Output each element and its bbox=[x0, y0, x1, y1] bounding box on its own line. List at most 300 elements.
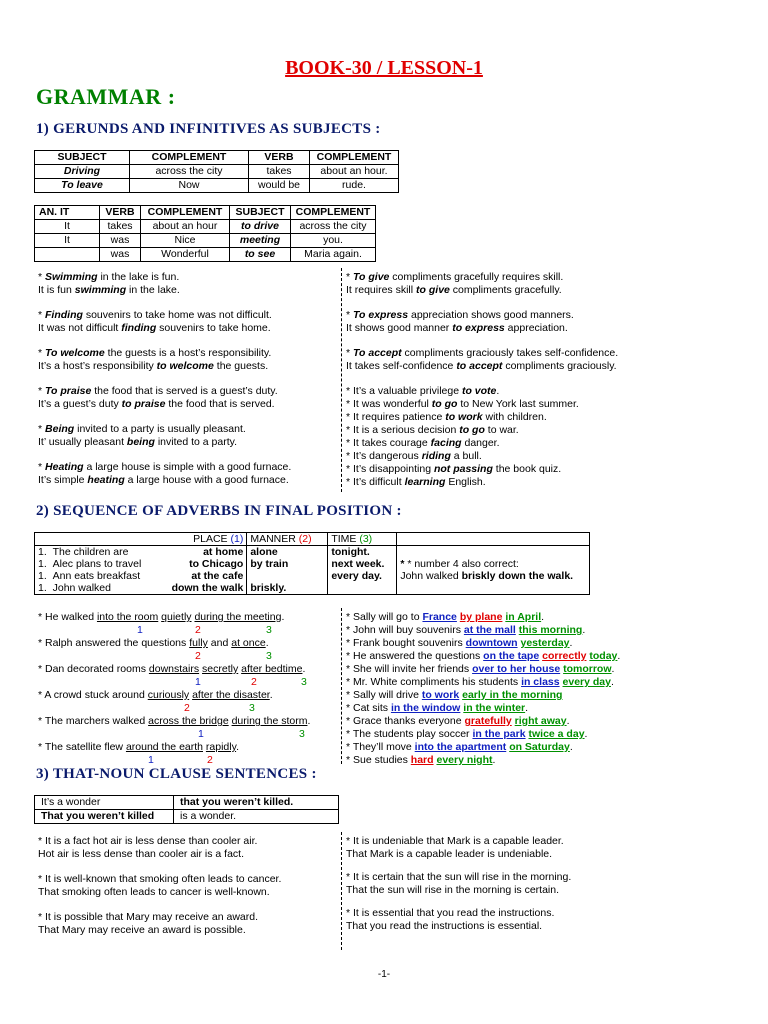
text-span: to express bbox=[452, 322, 505, 334]
table-cell: briskly. bbox=[247, 582, 328, 595]
position-number: 2 bbox=[207, 754, 213, 766]
text-span: on Saturday bbox=[509, 741, 570, 753]
example-sentence: * It is undeniable that Mark is a capable leader. bbox=[346, 835, 564, 847]
example-sentence bbox=[38, 284, 291, 297]
table-cell: across the city bbox=[291, 220, 376, 234]
text-span: every day bbox=[562, 676, 611, 688]
text-span: rapidly bbox=[205, 741, 237, 753]
example-sentence bbox=[346, 424, 618, 437]
text-span: on the tape bbox=[483, 650, 540, 662]
table-cell: 1. John walked bbox=[35, 582, 145, 595]
column-header: COMPLEMENT bbox=[130, 151, 249, 165]
spacer bbox=[346, 297, 618, 309]
text-span: around the earth bbox=[125, 741, 203, 753]
text-span: * Cat sits bbox=[346, 702, 391, 714]
text-span: It takes self-confidence bbox=[346, 360, 457, 372]
table-cell: rude. bbox=[310, 179, 399, 193]
position-number: 3 bbox=[301, 676, 307, 688]
example-sentence bbox=[346, 385, 618, 398]
text-span: . bbox=[569, 637, 573, 649]
spacer bbox=[38, 449, 291, 461]
text-span: a large house is simple with a good furnace. bbox=[83, 461, 292, 473]
text-span: compliments graciously. bbox=[502, 360, 617, 372]
text-span: the guests is a host’s responsibility. bbox=[104, 347, 272, 359]
example-sentence bbox=[346, 463, 618, 476]
example-sentence bbox=[346, 398, 618, 411]
text-span: * bbox=[346, 309, 354, 321]
text-span: * bbox=[38, 461, 46, 473]
table-cell: That you weren’t killed bbox=[35, 810, 174, 824]
text-span: Finding bbox=[45, 309, 83, 321]
table-cell: is a wonder. bbox=[174, 810, 339, 824]
table-cell: tonight. bbox=[328, 546, 397, 559]
example-sentence bbox=[346, 476, 618, 489]
text-span: to go bbox=[459, 424, 485, 436]
text-span: and bbox=[207, 637, 232, 649]
position-number: 1 bbox=[195, 676, 201, 688]
spacer bbox=[38, 899, 281, 911]
table-cell: next week. bbox=[328, 558, 397, 570]
example-sentence bbox=[346, 624, 620, 637]
example-sentence bbox=[38, 689, 310, 702]
position-number: 2 bbox=[195, 624, 201, 636]
table-cell: 1. The children are bbox=[35, 546, 145, 559]
example-sentence bbox=[346, 271, 618, 284]
example-sentence: * It is well-known that smoking often leads to cancer. bbox=[38, 873, 282, 885]
text-span: It’ usually pleasant bbox=[38, 436, 127, 448]
text-span: finding bbox=[121, 322, 157, 334]
position-number: 3 bbox=[299, 728, 305, 740]
text-span: the food that is served is a guest’s duty. bbox=[91, 385, 278, 397]
text-span: over to her house bbox=[472, 663, 561, 675]
table-cell: was bbox=[100, 248, 141, 262]
text-span: . bbox=[307, 715, 311, 727]
text-span: * Grace thanks everyone bbox=[346, 715, 465, 727]
text-span: . bbox=[236, 741, 239, 753]
text-span: to accept bbox=[456, 360, 503, 372]
column-header: COMPLEMENT bbox=[291, 206, 376, 220]
table-cell: alone bbox=[247, 546, 328, 559]
example-sentence bbox=[346, 741, 620, 754]
table-cell: It’s a wonder bbox=[35, 796, 174, 810]
table-row bbox=[35, 810, 339, 824]
table-cell: by train bbox=[247, 558, 328, 570]
text-span: * bbox=[346, 271, 354, 283]
text-span: . bbox=[541, 611, 545, 623]
text-span: to go bbox=[431, 398, 458, 410]
example-sentence bbox=[38, 637, 310, 650]
position-number: 3 bbox=[249, 702, 255, 714]
table-cell bbox=[397, 582, 590, 595]
table-cell: Driving bbox=[35, 165, 130, 179]
table-cell: 1. Ann eats breakfast bbox=[35, 570, 145, 582]
column-header: SUBJECT bbox=[230, 206, 291, 220]
text-span: the book quiz. bbox=[492, 463, 562, 475]
gerund-examples-right bbox=[346, 271, 618, 489]
text-span: * Sally will drive bbox=[346, 689, 422, 701]
text-span: facing bbox=[430, 437, 462, 449]
table-row bbox=[35, 558, 590, 570]
table-cell: Wonderful bbox=[141, 248, 230, 262]
position-number: 2 bbox=[195, 650, 201, 662]
section-2-heading: 2) SEQUENCE OF ADVERBS IN FINAL POSITION : bbox=[36, 503, 402, 519]
example-sentence: * It is certain that the sun will rise in the morning. bbox=[346, 871, 572, 883]
text-span: * He walked bbox=[38, 611, 97, 623]
text-span: . bbox=[569, 741, 573, 753]
text-span: a large house with a good furnace. bbox=[124, 474, 289, 486]
text-span: * bbox=[38, 347, 46, 359]
position-numbers bbox=[38, 676, 310, 689]
example-sentence bbox=[346, 360, 618, 373]
text-span: It’s a guest’s duty bbox=[38, 398, 122, 410]
note-text: John walked bbox=[400, 570, 462, 582]
example-sentence bbox=[38, 436, 291, 449]
text-span: * It was wonderful bbox=[346, 398, 432, 410]
example-sentence bbox=[346, 754, 620, 767]
position-numbers bbox=[38, 624, 310, 637]
text-span: . bbox=[302, 663, 306, 675]
text-span: to vote bbox=[461, 385, 497, 397]
example-sentence: * It is possible that Mary may receive an award. bbox=[38, 911, 259, 923]
text-span: . bbox=[281, 611, 285, 623]
text-span: in the lake. bbox=[126, 284, 180, 296]
example-sentence bbox=[38, 461, 291, 474]
note-line-1: * * number 4 also correct: bbox=[397, 558, 590, 570]
gerund-table-1 bbox=[34, 150, 399, 193]
example-sentence bbox=[38, 360, 291, 373]
table-cell: It bbox=[35, 234, 100, 248]
text-span: * The satellite flew bbox=[38, 741, 126, 753]
table-row bbox=[35, 220, 376, 234]
example-sentence bbox=[346, 689, 620, 702]
text-span: * It’s a valuable privilege bbox=[346, 385, 462, 397]
text-span: in class bbox=[521, 676, 560, 688]
table-cell: you. bbox=[291, 234, 376, 248]
text-span: * bbox=[38, 385, 46, 397]
text-span: * bbox=[346, 347, 354, 359]
text-span: being bbox=[126, 436, 155, 448]
text-span: * Sue studies bbox=[346, 754, 411, 766]
table-cell: that you weren’t killed. bbox=[174, 796, 339, 810]
note-cell bbox=[397, 533, 590, 546]
that-clause-examples-right bbox=[346, 835, 571, 933]
text-span: Heating bbox=[45, 461, 84, 473]
text-span: the guests. bbox=[213, 360, 269, 372]
text-span: souvenirs to take home. bbox=[156, 322, 271, 334]
table-cell: about an hour. bbox=[310, 165, 399, 179]
example-sentence bbox=[346, 637, 620, 650]
text-span: . bbox=[617, 650, 621, 662]
spacer bbox=[38, 373, 291, 385]
text-span: appreciation shows good manners. bbox=[408, 309, 574, 321]
text-span: * It takes courage bbox=[346, 437, 431, 449]
adverb-table bbox=[34, 532, 590, 595]
text-span: to give bbox=[416, 284, 450, 296]
table-row bbox=[35, 546, 590, 559]
section-1-heading: 1) GERUNDS AND INFINITIVES AS SUBJECTS : bbox=[36, 121, 381, 137]
example-sentence: That smoking often leads to cancer is well-known. bbox=[38, 886, 270, 898]
example-sentence bbox=[38, 271, 291, 284]
text-span: across the bridge bbox=[148, 715, 229, 727]
table-cell: takes bbox=[249, 165, 310, 179]
example-sentence bbox=[38, 398, 291, 411]
column-header: COMPLEMENT bbox=[141, 206, 230, 220]
position-number: 3 bbox=[266, 624, 272, 636]
note-text: briskly down the walk. bbox=[461, 570, 574, 582]
table-cell: to drive bbox=[230, 220, 291, 234]
table-header-row bbox=[35, 206, 376, 220]
text-span: into the apartment bbox=[414, 741, 507, 753]
text-span: twice a day bbox=[528, 728, 585, 740]
column-header: AN. IT bbox=[35, 206, 100, 220]
text-span: to work bbox=[421, 689, 460, 701]
text-span: after the disaster bbox=[192, 689, 270, 701]
text-span: learning bbox=[404, 476, 446, 488]
table-header-row bbox=[35, 151, 399, 165]
text-span: right away bbox=[514, 715, 567, 727]
text-span: . bbox=[566, 715, 570, 727]
text-span: secretly bbox=[202, 663, 239, 675]
example-sentence bbox=[346, 309, 618, 322]
text-span: at the mall bbox=[463, 624, 516, 636]
spacer bbox=[38, 335, 291, 347]
example-sentence bbox=[346, 322, 618, 335]
column-header: COMPLEMENT bbox=[310, 151, 399, 165]
position-number: 1 bbox=[148, 754, 154, 766]
text-span: in the winter bbox=[463, 702, 526, 714]
text-span: every night bbox=[436, 754, 493, 766]
example-sentence bbox=[346, 650, 620, 663]
spacer bbox=[38, 297, 291, 309]
text-span: It’s simple bbox=[38, 474, 88, 486]
gerund-table-2 bbox=[34, 205, 376, 262]
table-row bbox=[35, 582, 590, 595]
column-header: VERB bbox=[100, 206, 141, 220]
example-sentence: That you read the instructions is essential. bbox=[346, 920, 543, 932]
text-span: hard bbox=[410, 754, 434, 766]
text-span: To welcome bbox=[45, 347, 105, 359]
text-span: to war. bbox=[484, 424, 519, 436]
text-span: * Mr. White compliments his students bbox=[346, 676, 522, 688]
table-cell: at home bbox=[144, 546, 247, 559]
example-sentence bbox=[38, 309, 291, 322]
text-span: during the meeting bbox=[194, 611, 282, 623]
table-cell: Maria again. bbox=[291, 248, 376, 262]
text-span: compliments gracefully. bbox=[449, 284, 562, 296]
text-span: * She will invite her friends bbox=[346, 663, 473, 675]
text-span: with children. bbox=[482, 411, 547, 423]
text-span: * bbox=[38, 309, 46, 321]
text-span: heating bbox=[87, 474, 125, 486]
example-sentence bbox=[346, 611, 620, 624]
example-sentence: * It is a fact hot air is less dense than cooler air. bbox=[38, 835, 258, 847]
example-sentence bbox=[38, 741, 310, 754]
position-numbers bbox=[38, 650, 310, 663]
text-span: fully bbox=[189, 637, 208, 649]
table-cell: Now bbox=[130, 179, 249, 193]
table-cell bbox=[328, 582, 397, 595]
text-span: . bbox=[525, 702, 529, 714]
text-span: compliments graciously takes self-confidence. bbox=[401, 347, 619, 359]
text-span: * It requires patience bbox=[346, 411, 446, 423]
table-row bbox=[35, 165, 399, 179]
position-number: 3 bbox=[266, 650, 272, 662]
column-header-place: PLACE (1) bbox=[144, 533, 247, 546]
table-cell: at the cafe bbox=[144, 570, 247, 582]
column-divider bbox=[341, 832, 342, 950]
text-span: into the room bbox=[96, 611, 159, 623]
text-span: downstairs bbox=[148, 663, 200, 675]
example-sentence bbox=[38, 385, 291, 398]
table-header-row bbox=[35, 533, 590, 546]
table-cell bbox=[247, 570, 328, 582]
spacer bbox=[346, 897, 571, 907]
table-row bbox=[35, 179, 399, 193]
table-row bbox=[35, 234, 376, 248]
table-row bbox=[35, 796, 339, 810]
text-span: in the window bbox=[390, 702, 461, 714]
text-span: . bbox=[584, 728, 588, 740]
text-span: * It’s dangerous bbox=[346, 450, 422, 462]
text-span: . bbox=[492, 754, 496, 766]
text-span: not passing bbox=[433, 463, 493, 475]
position-number: 2 bbox=[251, 676, 257, 688]
text-span: * John will buy souvenirs bbox=[346, 624, 464, 636]
text-span: * bbox=[38, 423, 46, 435]
text-span: downtown bbox=[465, 637, 518, 649]
spacer bbox=[38, 861, 281, 873]
text-span: souvenirs to take home was not difficult. bbox=[82, 309, 272, 321]
text-span: quietly bbox=[161, 611, 192, 623]
example-sentence bbox=[38, 715, 310, 728]
adverb-examples-right bbox=[346, 611, 620, 767]
text-span: * Frank bought souvenirs bbox=[346, 637, 466, 649]
text-span: It’s a host’s responsibility bbox=[38, 360, 157, 372]
table-cell: would be bbox=[249, 179, 310, 193]
table-cell: Nice bbox=[141, 234, 230, 248]
column-header: SUBJECT bbox=[35, 151, 130, 165]
text-span: To accept bbox=[353, 347, 402, 359]
spacer bbox=[346, 861, 571, 871]
text-span: invited to a party. bbox=[154, 436, 238, 448]
table-cell: about an hour bbox=[141, 220, 230, 234]
table-cell: 1. Alec plans to travel bbox=[35, 558, 145, 570]
position-number: 1 bbox=[198, 728, 204, 740]
text-span: in the lake is fun. bbox=[97, 271, 180, 283]
text-span: in the park bbox=[472, 728, 526, 740]
adverb-examples-left bbox=[38, 611, 310, 767]
text-span: to New York last summer. bbox=[457, 398, 579, 410]
text-span: . bbox=[611, 663, 615, 675]
text-span: To praise bbox=[45, 385, 92, 397]
text-span: To give bbox=[353, 271, 390, 283]
text-span: * Ralph answered the questions bbox=[38, 637, 190, 649]
text-span: a bull. bbox=[450, 450, 482, 462]
text-span: * He answered the questions bbox=[346, 650, 484, 662]
text-span: Being bbox=[45, 423, 75, 435]
text-span: * A crowd stuck around bbox=[38, 689, 148, 701]
example-sentence bbox=[38, 474, 291, 487]
text-span: curiously bbox=[147, 689, 190, 701]
text-span: Swimming bbox=[45, 271, 98, 283]
table-row bbox=[35, 570, 590, 582]
text-span: France bbox=[422, 611, 457, 623]
text-span: * It’s difficult bbox=[346, 476, 405, 488]
table-cell: every day. bbox=[328, 570, 397, 582]
text-span: today bbox=[589, 650, 618, 662]
position-number: 2 bbox=[184, 702, 190, 714]
example-sentence bbox=[38, 347, 291, 360]
text-span: yesterday bbox=[520, 637, 570, 649]
example-sentence bbox=[38, 322, 291, 335]
table-cell: To leave bbox=[35, 179, 130, 193]
column-divider bbox=[341, 268, 342, 492]
text-span: invited to a party is usually pleasant. bbox=[74, 423, 246, 435]
spacer bbox=[346, 373, 618, 385]
text-span: to welcome bbox=[156, 360, 214, 372]
text-span: English. bbox=[445, 476, 486, 488]
noun-clause-table bbox=[34, 795, 339, 824]
table-cell: It bbox=[35, 220, 100, 234]
example-sentence bbox=[38, 611, 310, 624]
section-3-heading: 3) THAT-NOUN CLAUSE SENTENCES : bbox=[36, 766, 317, 782]
text-span: correctly bbox=[542, 650, 587, 662]
text-span: It shows good manner bbox=[346, 322, 453, 334]
example-sentence bbox=[38, 663, 310, 676]
text-span: . bbox=[610, 676, 614, 688]
example-sentence bbox=[346, 728, 620, 741]
table-cell: to see bbox=[230, 248, 291, 262]
column-header-time: TIME (3) bbox=[328, 533, 397, 546]
example-sentence bbox=[346, 347, 618, 360]
text-span: danger. bbox=[461, 437, 500, 449]
gerund-examples-left bbox=[38, 271, 291, 487]
table-cell: to Chicago bbox=[144, 558, 247, 570]
column-header: VERB bbox=[249, 151, 310, 165]
text-span: It requires skill bbox=[346, 284, 417, 296]
text-span: swimming bbox=[74, 284, 127, 296]
table-row bbox=[35, 248, 376, 262]
example-sentence bbox=[346, 676, 620, 689]
text-span: To express bbox=[353, 309, 409, 321]
text-span: * It is a serious decision bbox=[346, 424, 460, 436]
position-numbers bbox=[38, 702, 310, 715]
example-sentence bbox=[346, 663, 620, 676]
example-sentence bbox=[346, 284, 618, 297]
text-span: . bbox=[496, 385, 500, 397]
column-divider bbox=[341, 608, 342, 764]
text-span: * Dan decorated rooms bbox=[38, 663, 149, 675]
spacer bbox=[346, 335, 618, 347]
example-sentence bbox=[346, 437, 618, 450]
spacer bbox=[38, 411, 291, 423]
text-span: . bbox=[269, 689, 273, 701]
text-span: the food that is served. bbox=[165, 398, 275, 410]
table-cell: meeting bbox=[230, 234, 291, 248]
example-sentence: That Mark is a capable leader is undeniable. bbox=[346, 848, 553, 860]
text-span: by plane bbox=[459, 611, 503, 623]
that-clause-examples-left bbox=[38, 835, 281, 937]
example-sentence bbox=[346, 450, 618, 463]
text-span: after bedtime bbox=[241, 663, 303, 675]
position-numbers bbox=[38, 728, 310, 741]
note-line-2 bbox=[397, 570, 590, 582]
text-span: compliments gracefully requires skill. bbox=[389, 271, 564, 283]
example-sentence: That Mary may receive an award is possible. bbox=[38, 924, 246, 936]
example-sentence bbox=[346, 715, 620, 728]
text-span: at once bbox=[231, 637, 266, 649]
grammar-heading: GRAMMAR : bbox=[36, 84, 176, 109]
